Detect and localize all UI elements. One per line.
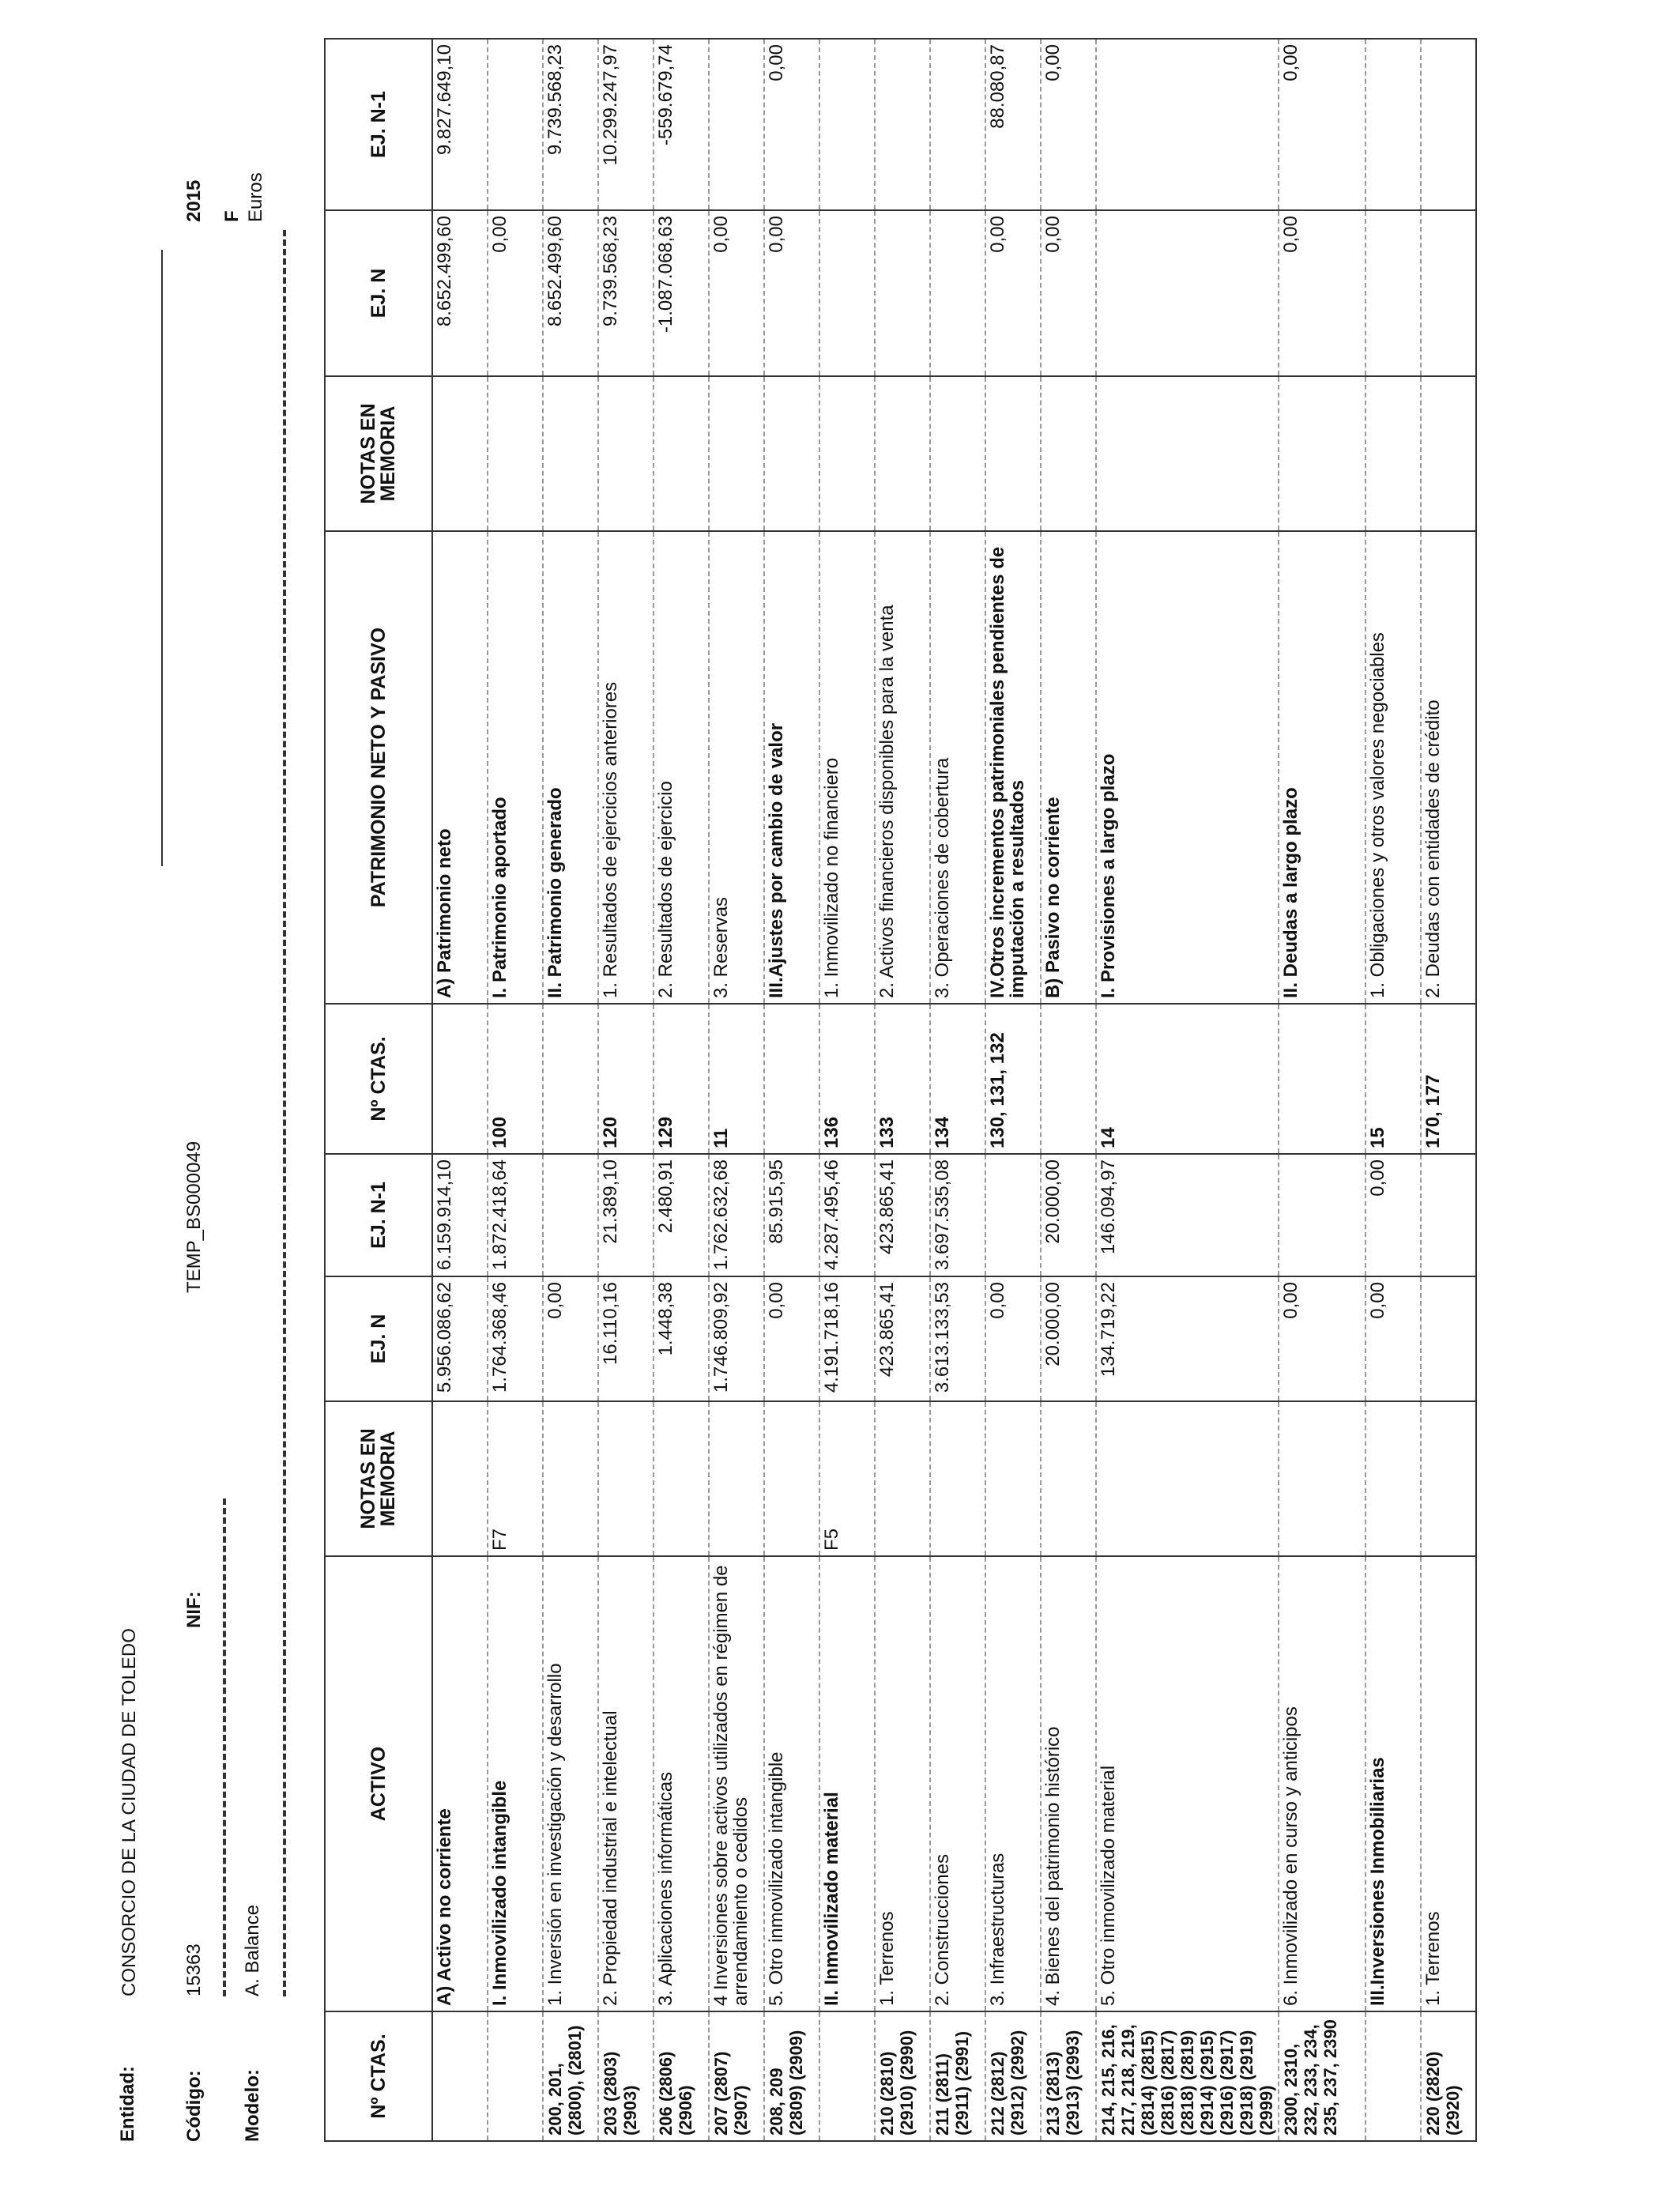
cell-ej-n: 1.746.809,92 (709, 1276, 764, 1401)
cell-ctas-right (543, 1004, 598, 1154)
table-row (875, 39, 930, 2141)
entidad-value: CONSORCIO DE LA CIUDAD DE TOLEDO (119, 1628, 140, 1996)
cell-activo: 4. Bienes del patrimonio histórico (1041, 1556, 1096, 2011)
cell-notas (598, 1401, 654, 1556)
cell-ej-n: 0,00 (1365, 1276, 1421, 1401)
cell-notas-right (875, 376, 930, 531)
cell-activo: II. Inmovilizado material (819, 1556, 875, 2011)
table-row (543, 39, 598, 2141)
table-row (488, 39, 543, 2141)
cell-ej-n1: 21.389,10 (598, 1154, 654, 1276)
cell-ej-n: 16.110,16 (598, 1276, 654, 1401)
cell-notas-right (1279, 376, 1365, 531)
cell-ctas-right: 129 (654, 1004, 709, 1154)
cell-ctas-right: 100 (488, 1004, 543, 1154)
cell-activo: 3. Aplicaciones informáticas (654, 1556, 709, 2011)
cell-activo: 4 Inversiones sobre activos utilizados en régimen de arrendamiento o cedidos (709, 1556, 764, 2011)
cell-activo: 1. Inversión en investigación y desarrollo (543, 1556, 598, 2011)
nif-value: TEMP_BS000049 (183, 1140, 205, 1293)
cell-ej-n1: 2.480,91 (654, 1154, 709, 1276)
cell-ctas (432, 2011, 488, 2141)
cell-notas-right (819, 376, 875, 531)
cell-ctas: 212 (2812) (2912) (2992) (985, 2011, 1041, 2141)
cell-ej-n1-right: 10.299.247,97 (598, 39, 654, 210)
table-row (1279, 39, 1365, 2141)
cell-ej-n: 3.613.133,53 (930, 1276, 985, 1401)
cell-ej-n-right: 9.739.568,23 (598, 210, 654, 376)
cell-ctas-right: 170, 177 (1421, 1004, 1476, 1154)
cell-ej-n1-right: 0,00 (764, 39, 819, 210)
cell-activo: I. Inmovilizado intangible (488, 1556, 543, 2011)
table-row (1096, 39, 1279, 2141)
codigo-value: 15363 (183, 1943, 205, 1996)
cell-ctas-right: 11 (709, 1004, 764, 1154)
cell-ej-n1-right (930, 39, 985, 210)
cell-ej-n1-right (875, 39, 930, 210)
cell-notas-right (764, 376, 819, 531)
cell-patrimonio: III.Ajustes por cambio de valor (764, 531, 819, 1004)
cell-ctas-right (764, 1004, 819, 1154)
nif-label: NIF: (183, 1591, 205, 1628)
header-ej-n-left: EJ. N (325, 1276, 432, 1401)
cell-ej-n-right (930, 210, 985, 376)
cell-ctas: 220 (2820) (2920) (1421, 2011, 1476, 2141)
cell-ej-n: 0,00 (543, 1276, 598, 1401)
cell-patrimonio: 2. Deudas con entidades de crédito (1421, 531, 1476, 1004)
year: 2015 (183, 179, 205, 222)
cell-patrimonio: 3. Operaciones de cobertura (930, 531, 985, 1004)
cell-notas (985, 1401, 1041, 1556)
table-row (432, 39, 488, 2141)
header-patrimonio: PATRIMONIO NETO Y PASIVO (325, 531, 432, 1004)
cell-notas (1421, 1401, 1476, 1556)
cell-patrimonio: 3. Reservas (709, 531, 764, 1004)
cell-notas (875, 1401, 930, 1556)
cell-patrimonio: II. Patrimonio generado (543, 531, 598, 1004)
codigo-label: Código: (183, 2070, 205, 2142)
table-row (930, 39, 985, 2141)
cell-ej-n-right (1365, 210, 1421, 376)
cell-notas (654, 1401, 709, 1556)
cell-ctas-right: 15 (1365, 1004, 1421, 1154)
table-row (1365, 39, 1421, 2141)
cell-ej-n1-right (709, 39, 764, 210)
cell-patrimonio: B) Pasivo no corriente (1041, 531, 1096, 1004)
cell-ej-n: 0,00 (764, 1276, 819, 1401)
cell-ctas-right: 120 (598, 1004, 654, 1154)
cell-ej-n-right (1421, 210, 1476, 376)
cell-activo: 3. Infraestructuras (985, 1556, 1041, 2011)
cell-ej-n1-right: 0,00 (1041, 39, 1096, 210)
cell-ej-n1: 3.697.535,08 (930, 1154, 985, 1276)
cell-ej-n-right: 0,00 (709, 210, 764, 376)
cell-ctas-right: 134 (930, 1004, 985, 1154)
table-row (598, 39, 654, 2141)
table-row (709, 39, 764, 2141)
cell-ej-n1: 1.872.418,64 (488, 1154, 543, 1276)
cell-ej-n: 5.956.086,62 (432, 1276, 488, 1401)
cell-notas (432, 1401, 488, 1556)
cell-ctas-right (1041, 1004, 1096, 1154)
cell-ej-n1-right: 88.080,87 (985, 39, 1041, 210)
nif-solid-line (161, 250, 163, 866)
cell-notas-right (709, 376, 764, 531)
cell-ctas: 211 (2811) (2911) (2991) (930, 2011, 985, 2141)
header-ctas-right: Nº CTAS. (325, 1004, 432, 1154)
cell-ej-n1: 146.094,97 (1096, 1154, 1279, 1276)
cell-notas (1096, 1401, 1279, 1556)
tipo: F (221, 210, 243, 222)
table-row (819, 39, 875, 2141)
cell-activo: 5. Otro inmovilizado material (1096, 1556, 1279, 2011)
cell-patrimonio: 1. Obligaciones y otros valores negociables (1365, 531, 1421, 1004)
cell-ej-n1: 20.000,00 (1041, 1154, 1096, 1276)
cell-ej-n (1421, 1276, 1476, 1401)
cell-ej-n: 0,00 (985, 1276, 1041, 1401)
header-ctas-left: Nº CTAS. (325, 2011, 432, 2141)
cell-patrimonio: 2. Activos financieros disponibles para la venta (875, 531, 930, 1004)
cell-ej-n1: 6.159.914,10 (432, 1154, 488, 1276)
cell-notas-right (1421, 376, 1476, 531)
cell-notas (764, 1401, 819, 1556)
table-row (985, 39, 1041, 2141)
cell-patrimonio: 1. Inmovilizado no financiero (819, 531, 875, 1004)
cell-ctas (1365, 2011, 1421, 2141)
header-activo: ACTIVO (325, 1556, 432, 2011)
cell-ctas: 207 (2807) (2907) (709, 2011, 764, 2141)
cell-ej-n1-right (1096, 39, 1279, 210)
cell-ej-n1-right: -559.679,74 (654, 39, 709, 210)
cell-ej-n-right: 0,00 (1041, 210, 1096, 376)
table-header-row (325, 39, 432, 2141)
cell-ej-n1 (985, 1154, 1041, 1276)
cell-notas-right (985, 376, 1041, 531)
cell-activo: 1. Terrenos (875, 1556, 930, 2011)
cell-ej-n1: 4.287.495,46 (819, 1154, 875, 1276)
cell-ej-n-right: 8.652.499,60 (543, 210, 598, 376)
cell-ej-n-right (1096, 210, 1279, 376)
cell-patrimonio: II. Deudas a largo plazo (1279, 531, 1365, 1004)
cell-ej-n1-right (819, 39, 875, 210)
cell-notas-right (432, 376, 488, 531)
cell-ej-n: 20.000,00 (1041, 1276, 1096, 1401)
cell-ej-n: 0,00 (1279, 1276, 1365, 1401)
cell-ej-n: 1.764.368,46 (488, 1276, 543, 1401)
cell-notas-right (1096, 376, 1279, 531)
cell-notas-right (1365, 376, 1421, 531)
cell-ctas-right (1279, 1004, 1365, 1154)
cell-notas (1041, 1401, 1096, 1556)
cell-ej-n1: 0,00 (1365, 1154, 1421, 1276)
cell-ctas (819, 2011, 875, 2141)
modelo-value: A. Balance (242, 1904, 263, 1996)
cell-patrimonio: A) Patrimonio neto (432, 531, 488, 1004)
cell-ctas (488, 2011, 543, 2141)
modelo-dash-line (283, 230, 286, 1996)
cell-ej-n1: 85.915,95 (764, 1154, 819, 1276)
cell-ctas-right: 130, 131, 132 (985, 1004, 1041, 1154)
cell-activo: 2. Construcciones (930, 1556, 985, 2011)
cell-ej-n-right: 0,00 (1279, 210, 1365, 376)
cell-ej-n: 4.191.718,16 (819, 1276, 875, 1401)
cell-notas (1279, 1401, 1365, 1556)
header-ej-n1-left: EJ. N-1 (325, 1154, 432, 1276)
cell-ej-n: 423.865,41 (875, 1276, 930, 1401)
cell-notas: F7 (488, 1401, 543, 1556)
cell-ctas-right (432, 1004, 488, 1154)
cell-activo: 5. Otro inmovilizado intangible (764, 1556, 819, 2011)
table-row (1041, 39, 1096, 2141)
moneda: Euros (245, 172, 266, 222)
cell-notas-right (930, 376, 985, 531)
cell-notas-right (543, 376, 598, 531)
cell-ej-n1-right (488, 39, 543, 210)
header-ej-n1-right: EJ. N-1 (325, 39, 432, 210)
cell-ctas-right: 136 (819, 1004, 875, 1154)
cell-activo: 2. Propiedad industrial e intelectual (598, 1556, 654, 2011)
cell-ctas: 203 (2803) (2903) (598, 2011, 654, 2141)
cell-notas-right (488, 376, 543, 531)
cell-notas-right (598, 376, 654, 531)
cell-notas (543, 1401, 598, 1556)
cell-ej-n-right (875, 210, 930, 376)
cell-ej-n1-right: 9.827.649,10 (432, 39, 488, 210)
cell-activo: A) Activo no corriente (432, 1556, 488, 2011)
cell-patrimonio: 1. Resultados de ejercicios anteriores (598, 531, 654, 1004)
cell-ej-n-right: 8.652.499,60 (432, 210, 488, 376)
cell-ctas-right: 133 (875, 1004, 930, 1154)
cell-ej-n1-right (1421, 39, 1476, 210)
cell-patrimonio: I. Patrimonio aportado (488, 531, 543, 1004)
table-row (1421, 39, 1476, 2141)
cell-ej-n1: 1.762.632,68 (709, 1154, 764, 1276)
cell-ej-n1 (1279, 1154, 1365, 1276)
cell-ej-n-right: -1.087.068,63 (654, 210, 709, 376)
cell-ej-n1-right: 0,00 (1279, 39, 1365, 210)
cell-ej-n-right: 0,00 (985, 210, 1041, 376)
header-ej-n-right: EJ. N (325, 210, 432, 376)
cell-ej-n: 1.448,38 (654, 1276, 709, 1401)
cell-ej-n1-right (1365, 39, 1421, 210)
cell-notas (709, 1401, 764, 1556)
table-row (654, 39, 709, 2141)
cell-ctas: 210 (2810) (2910) (2990) (875, 2011, 930, 2141)
balance-table (324, 38, 1477, 2142)
cell-ej-n-right: 0,00 (488, 210, 543, 376)
cell-notas (930, 1401, 985, 1556)
cell-ctas: 213 (2813) (2913) (2993) (1041, 2011, 1096, 2141)
cell-notas-right (654, 376, 709, 531)
cell-patrimonio: 2. Resultados de ejercicio (654, 531, 709, 1004)
cell-ctas: 200, 201, (2800), (2801) (543, 2011, 598, 2141)
header-notas-right: NOTAS EN MEMORIA (325, 376, 432, 531)
cell-ej-n1 (543, 1154, 598, 1276)
cell-ctas: 214, 215, 216, 217, 218, 219, (2814) (2815) (2816) (2817) (2818) (2819) (2914) (2915) (2916) (2917) (2918) (2919) (2999) (1096, 2011, 1279, 2141)
cell-patrimonio: I. Provisiones a largo plazo (1096, 531, 1279, 1004)
cell-activo: III.Inversiones Inmobiliarias (1365, 1556, 1421, 2011)
table-row (764, 39, 819, 2141)
cell-activo: 6. Inmovilizado en curso y anticipos (1279, 1556, 1365, 2011)
cell-notas: F5 (819, 1401, 875, 1556)
header-notas-left: NOTAS EN MEMORIA (325, 1401, 432, 1556)
cell-ctas: 206 (2806) (2906) (654, 2011, 709, 2141)
cell-notas-right (1041, 376, 1096, 531)
cell-patrimonio: IV.Otros incrementos patrimoniales pendientes de imputación a resultados (985, 531, 1041, 1004)
cell-ctas-right: 14 (1096, 1004, 1279, 1154)
cell-ctas: 208, 209 (2809) (2909) (764, 2011, 819, 2141)
cell-ej-n: 134.719,22 (1096, 1276, 1279, 1401)
cell-ej-n1 (1421, 1154, 1476, 1276)
cell-notas (1365, 1401, 1421, 1556)
cell-ctas: 2300, 2310, 232, 233, 234, 235, 237, 2390 (1279, 2011, 1365, 2141)
modelo-label: Modelo: (242, 2069, 263, 2142)
cell-activo: 1. Terrenos (1421, 1556, 1476, 2011)
cell-ej-n1: 423.865,41 (875, 1154, 930, 1276)
codigo-dash-line (223, 1498, 226, 1996)
entidad-label: Entidad: (117, 2066, 138, 2142)
cell-ej-n-right (819, 210, 875, 376)
cell-ej-n-right: 0,00 (764, 210, 819, 376)
cell-ej-n1-right: 9.739.568,23 (543, 39, 598, 210)
